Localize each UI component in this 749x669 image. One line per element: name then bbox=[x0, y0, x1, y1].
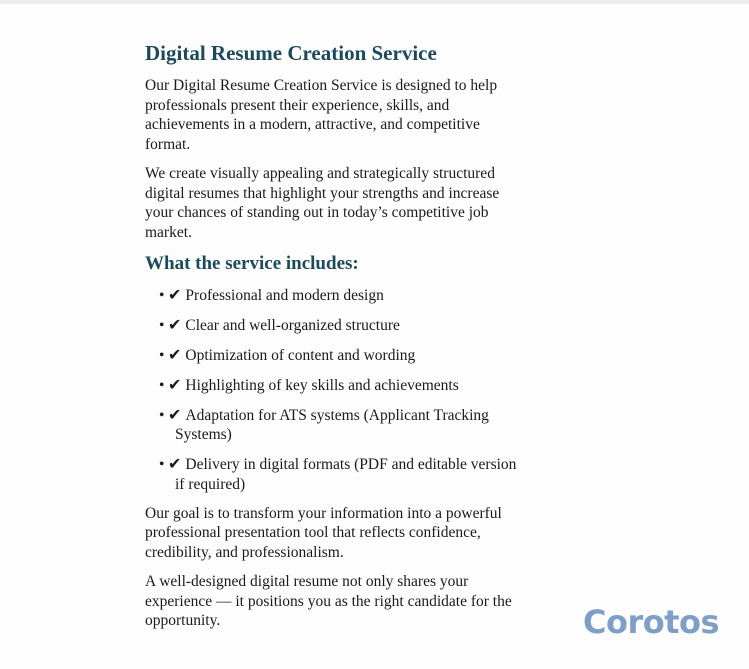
list-item-text: Delivery in digital formats (PDF and editable version if required) bbox=[175, 456, 517, 493]
list-item bbox=[159, 285, 525, 306]
list-item bbox=[159, 315, 525, 336]
list-item bbox=[159, 345, 525, 366]
list-item-text: Professional and modern design bbox=[185, 286, 384, 304]
list-item bbox=[159, 405, 525, 445]
bullet-icon: • bbox=[159, 286, 165, 304]
bullet-icon: • bbox=[159, 406, 165, 424]
bullet-icon: • bbox=[159, 316, 165, 334]
checkmark-icon: ✔ bbox=[168, 284, 182, 304]
corotos-watermark-logo: Corotos bbox=[583, 603, 720, 641]
includes-list bbox=[145, 285, 525, 495]
bullet-icon: • bbox=[159, 376, 165, 394]
intro-paragraph-2: We create visually appealing and strategically structured digital resumes that highlight your strengths and increase your chances of standing out in today’s competitive job market. bbox=[145, 165, 500, 241]
intro-paragraph-1: Our Digital Resume Creation Service is designed to help professionals present their experience, skills, and achievements in a modern, attractive, and competitive format. bbox=[145, 77, 498, 153]
closing-paragraph-2: A well-designed digital resume not only shares your experience — it positions you as the right candidate for the opportunity. bbox=[145, 573, 512, 630]
list-item bbox=[159, 454, 525, 494]
document-body bbox=[145, 40, 525, 641]
checkmark-icon: ✔ bbox=[168, 374, 182, 394]
list-item-text: Highlighting of key skills and achievements bbox=[185, 376, 459, 394]
checkmark-icon: ✔ bbox=[168, 454, 182, 474]
checkmark-icon: ✔ bbox=[168, 344, 182, 364]
list-item-text: Adaptation for ATS systems (Applicant Tracking Systems) bbox=[175, 406, 489, 444]
top-divider bbox=[0, 0, 749, 4]
closing-paragraph-1: Our goal is to transform your information into a powerful professional presentation tool that reflects confidence, credibility, and professionalism. bbox=[145, 504, 502, 561]
list-item-text: Optimization of content and wording bbox=[185, 346, 416, 364]
bullet-icon: • bbox=[159, 456, 165, 474]
checkmark-icon: ✔ bbox=[168, 404, 182, 424]
includes-heading: What the service includes: bbox=[145, 253, 359, 275]
bullet-icon: • bbox=[159, 346, 165, 364]
list-item-text: Clear and well-organized structure bbox=[185, 316, 400, 334]
checkmark-icon: ✔ bbox=[168, 314, 182, 334]
list-item bbox=[159, 375, 525, 396]
document-title: Digital Resume Creation Service bbox=[145, 41, 437, 65]
